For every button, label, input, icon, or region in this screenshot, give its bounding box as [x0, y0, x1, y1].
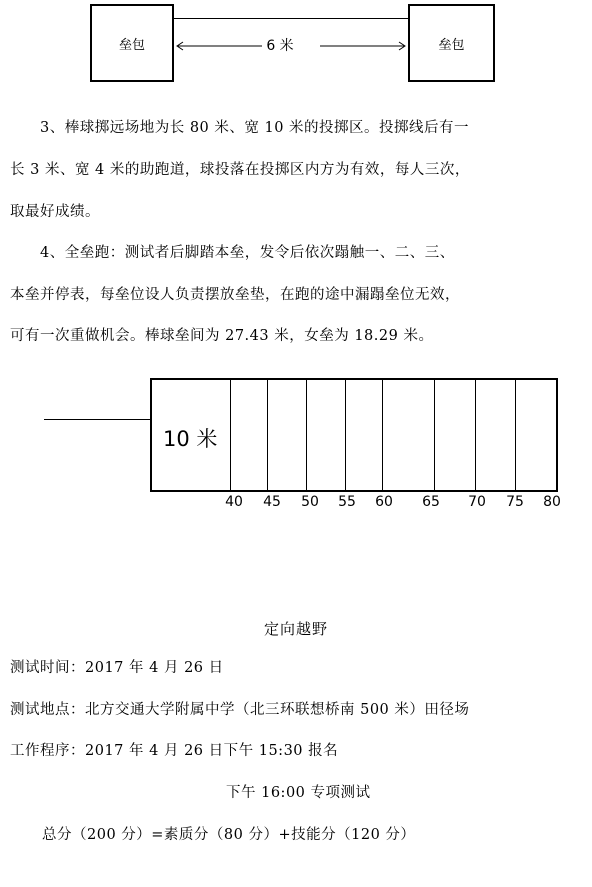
paragraph-3-line-1: 3、棒球掷远场地为长 80 米、宽 10 米的投掷区。投掷线后有一: [40, 120, 470, 136]
test-location: 测试地点：北方交通大学附属中学（北三环联想桥南 500 米）田径场: [10, 702, 470, 718]
tick-label: 80: [543, 494, 561, 510]
paragraph-4-line-1: 4、全垒跑：测试者后脚踏本垒，发令后依次蹋触一、二、三、: [40, 245, 455, 261]
field-line-70: [475, 380, 476, 490]
section-title: 定向越野: [263, 620, 328, 638]
field-line-50: [306, 380, 307, 490]
right-base-label: 垒包: [438, 37, 465, 53]
work-procedure: 工作程序：2017 年 4 月 26 日下午 15:30 报名: [10, 743, 339, 759]
tick-label: 55: [338, 494, 356, 510]
score-formula: 总分（200 分）=素质分（80 分）+技能分（120 分）: [42, 827, 416, 843]
field-line-40: [230, 380, 231, 490]
tick-label: 45: [263, 494, 281, 510]
tick-label: 50: [301, 494, 319, 510]
tick-label: 40: [225, 494, 243, 510]
tick-label: 75: [506, 494, 524, 510]
right-base-box: [408, 4, 495, 82]
tick-label: 70: [468, 494, 486, 510]
field-line-65: [434, 380, 435, 490]
throw-line: [44, 419, 151, 420]
work-procedure-2: 下午 16:00 专项测试: [226, 785, 371, 801]
field-line-75: [515, 380, 516, 490]
base-connector-line: [174, 18, 408, 19]
paragraph-4-line-3: 可有一次重做机会。棒球垒间为 27.43 米，女垒为 18.29 米。: [10, 328, 434, 344]
paragraph-4-line-2: 本垒并停表，每垒位设人负责摆放垒垫，在跑的途中漏蹋垒位无效，: [10, 287, 460, 303]
left-base-label: 垒包: [118, 37, 145, 53]
field-line-55: [345, 380, 346, 490]
tick-label: 60: [375, 494, 393, 510]
paragraph-3-line-3: 取最好成绩。: [10, 204, 100, 220]
left-base-box: [90, 4, 174, 82]
field-width-label: 10 米: [163, 427, 218, 451]
field-line-45: [267, 380, 268, 490]
distance-label: 6 米: [266, 38, 294, 54]
test-time: 测试时间：2017 年 4 月 26 日: [10, 660, 224, 676]
tick-label: 65: [422, 494, 440, 510]
paragraph-3-line-2: 长 3 米、宽 4 米的助跑道，球投落在投掷区内方为有效，每人三次，: [10, 162, 470, 178]
field-line-60: [382, 380, 383, 490]
